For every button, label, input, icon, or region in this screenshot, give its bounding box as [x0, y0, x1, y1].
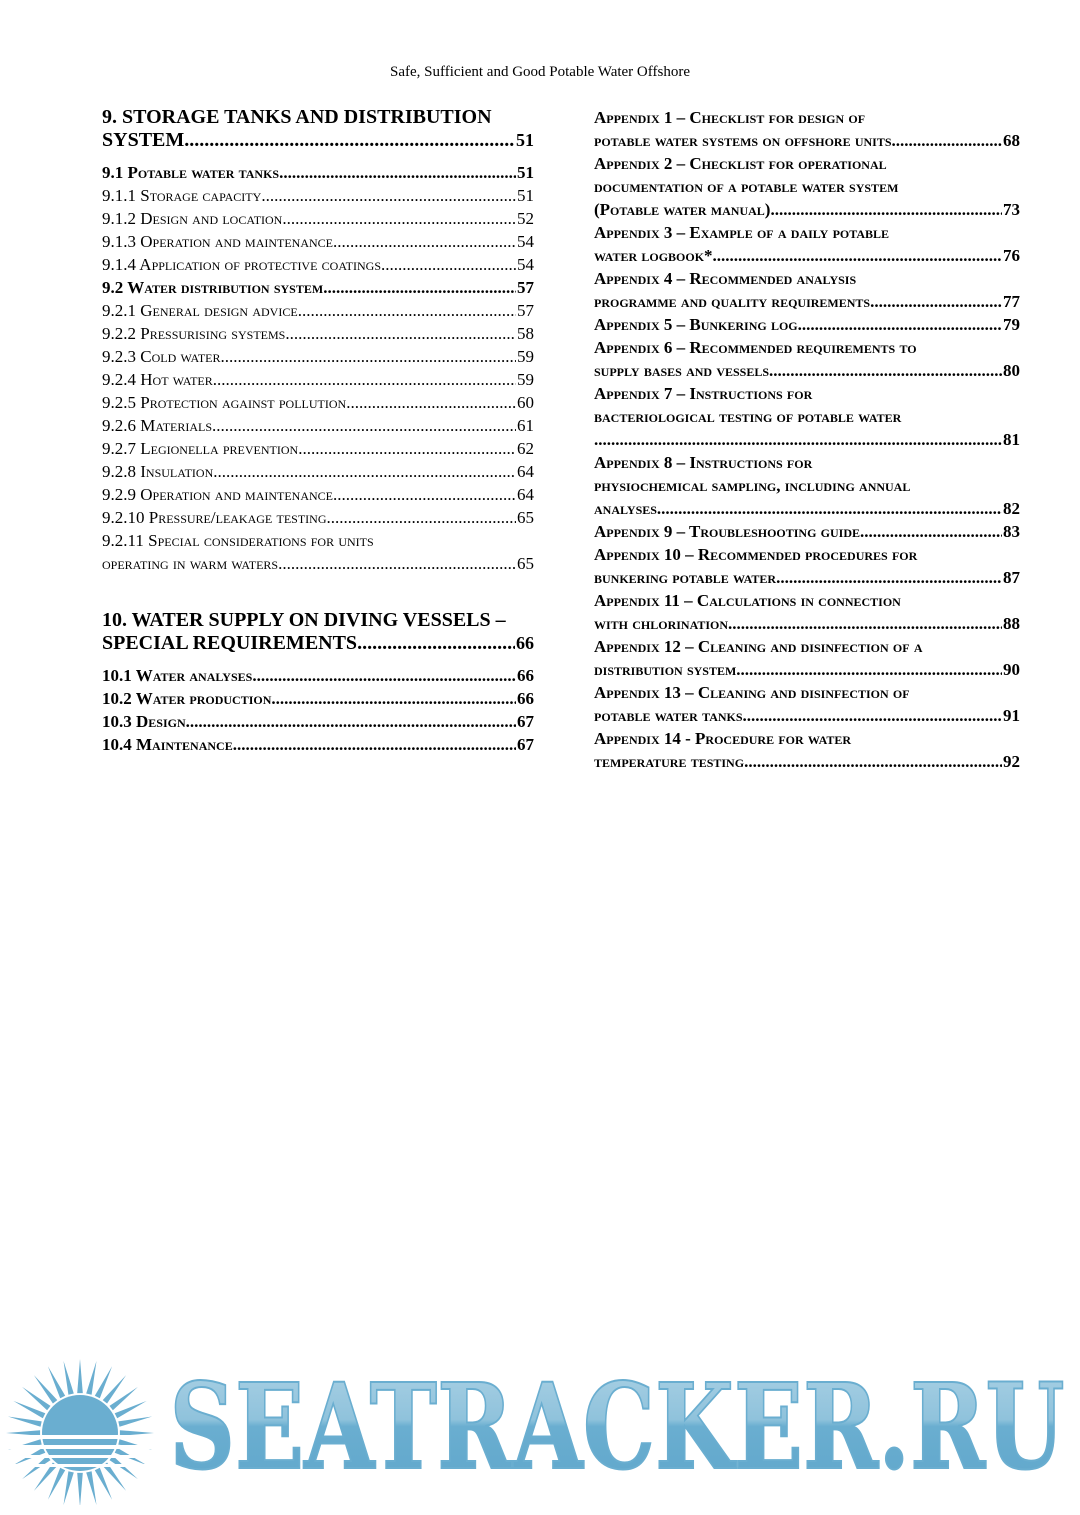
dot-leader [736, 658, 1002, 681]
running-header: Safe, Sufficient and Good Potable Water Offshore [390, 64, 690, 80]
page-ref: 59 [517, 370, 534, 389]
appendix-title-line: Appendix 11 – Calculations in connection [594, 591, 901, 610]
toc-item[interactable] [102, 391, 534, 414]
dot-leader [770, 198, 1002, 221]
appendix-title-last-line: with chlorination [594, 614, 729, 633]
appendix-title-line: Appendix 4 – Recommended analysis [594, 269, 857, 288]
toc-appendix-9[interactable] [594, 520, 1020, 543]
appendix-title-line: Appendix 2 – Checklist for operational [594, 154, 887, 173]
page-ref: 88 [1003, 614, 1020, 633]
item-title: 9.1.2 Design and location [102, 209, 283, 228]
sun-ray [86, 1361, 96, 1395]
page-ref: 51 [516, 130, 534, 150]
page-ref: 83 [1003, 522, 1020, 541]
chapter-title-line2: SYSTEM [102, 129, 185, 151]
dot-leader [870, 290, 1002, 313]
toc-section-9-2[interactable] [102, 276, 534, 299]
dot-leader [594, 428, 1002, 451]
dot-leader [769, 359, 1002, 382]
item-title: 9.1.4 Application of protective coatings [102, 255, 382, 274]
dot-leader [252, 664, 516, 687]
item-title: 9.2.8 Insulation [102, 462, 214, 481]
dot-leader [327, 506, 516, 529]
page-ref: 65 [517, 554, 534, 573]
appendix-title-line: physiochemical sampling, including annual [594, 476, 911, 495]
sun-ray [120, 1430, 154, 1436]
appendix-title-last-line: temperature testing [594, 752, 745, 771]
section-title: 9.2 Water distribution system [102, 278, 324, 297]
page-ref: 57 [517, 278, 534, 297]
sun-logo-icon [0, 1355, 160, 1505]
page-ref: 54 [517, 232, 534, 251]
dot-leader [333, 230, 516, 253]
appendix-title-last-line: Appendix 9 – Troubleshooting guide [594, 522, 861, 541]
section-title: 9.1 Potable water tanks [102, 163, 280, 182]
page-ref: 57 [517, 301, 534, 320]
dot-leader [323, 276, 516, 299]
item-title: 9.2.6 Materials [102, 416, 213, 435]
toc-appendix-8[interactable] [594, 451, 1020, 520]
page-ref: 64 [517, 485, 534, 504]
appendix-title-line: Appendix 6 – Recommended requirements to [594, 338, 917, 357]
appendix-title-last-line: Appendix 5 – Bunkering log [594, 315, 798, 334]
dot-leader [285, 322, 516, 345]
page-ref: 82 [1003, 499, 1020, 518]
item-title: 9.2.7 Legionella prevention [102, 439, 299, 458]
dot-leader [282, 207, 516, 230]
sun-ray [64, 1361, 74, 1395]
toc-appendix-6[interactable] [594, 336, 1020, 382]
page-ref: 81 [1003, 430, 1020, 449]
dot-leader [278, 552, 516, 575]
appendix-title-last-line: supply bases and vessels [594, 361, 770, 380]
dot-leader [744, 750, 1002, 773]
dot-leader [212, 414, 516, 437]
page-ref: 66 [517, 666, 534, 685]
page-ref: 68 [1003, 131, 1020, 150]
section-title: 10.2 Water production [102, 689, 272, 708]
dot-leader [860, 520, 1002, 543]
dot-leader [233, 733, 516, 756]
appendix-title-line: Appendix 14 - Procedure for water [594, 729, 852, 748]
appendix-title-last-line: analyses [594, 499, 657, 518]
toc-appendices-column [594, 106, 1020, 773]
toc-section[interactable] [102, 687, 534, 710]
appendix-title-line: Appendix 10 – Recommended procedures for [594, 545, 918, 564]
dot-leader [279, 161, 516, 184]
sun-ray [64, 1471, 74, 1505]
appendix-title-line: Appendix 3 – Example of a daily potable [594, 223, 890, 242]
dot-leader [213, 368, 516, 391]
toc-item[interactable] [102, 230, 534, 253]
toc-appendix-1[interactable] [594, 106, 1020, 152]
page-ref: 92 [1003, 752, 1020, 771]
page-ref: 58 [517, 324, 534, 343]
appendix-title-last-line: water logbook* [594, 246, 713, 265]
page-ref: 65 [517, 508, 534, 527]
section-title: 10.3 Design [102, 712, 186, 731]
page-ref: 79 [1003, 315, 1020, 334]
page-ref: 91 [1003, 706, 1020, 725]
dot-leader [776, 566, 1002, 589]
appendix-title-line: Appendix 1 – Checklist for design of [594, 108, 866, 127]
appendix-title-line: Appendix 7 – Instructions for [594, 384, 813, 403]
dot-leader [333, 483, 516, 506]
toc-chapter-10[interactable] [102, 609, 534, 655]
dot-leader [798, 313, 1002, 336]
toc-appendix-5[interactable] [594, 313, 1020, 336]
toc-item[interactable] [102, 322, 534, 345]
toc-left-column [102, 106, 534, 756]
toc-appendix-11[interactable] [594, 589, 1020, 635]
page-ref: 59 [517, 347, 534, 366]
page-ref: 90 [1003, 660, 1020, 679]
page-ref: 60 [517, 393, 534, 412]
toc-section-9-1[interactable] [102, 161, 534, 184]
dot-leader [271, 687, 516, 710]
page-ref: 73 [1003, 200, 1020, 219]
toc-item[interactable] [102, 506, 534, 529]
appendix-title-last-line: (Potable water manual) [594, 200, 771, 219]
page-ref: 67 [517, 712, 534, 731]
appendix-title-line: Appendix 13 – Cleaning and disinfection of [594, 683, 910, 702]
dot-leader [728, 612, 1002, 635]
appendix-title-last-line: potable water systems on offshore units [594, 131, 892, 150]
toc-item[interactable] [102, 483, 534, 506]
dot-leader [213, 460, 516, 483]
section-title: 10.4 Maintenance [102, 735, 233, 754]
toc-section[interactable] [102, 710, 534, 733]
appendix-title-line: bacteriological testing of potable water [594, 407, 902, 426]
toc-appendix-14[interactable] [594, 727, 1020, 773]
toc-appendix-2[interactable] [594, 152, 1020, 221]
item-title-line2: operating in warm waters [102, 554, 279, 573]
toc-appendix-13[interactable] [594, 681, 1020, 727]
item-title: 9.2.5 Protection against pollution [102, 393, 347, 412]
page-ref: 62 [517, 439, 534, 458]
watermark-text: SEATRACKER.RU [169, 1370, 1065, 1480]
toc-item[interactable] [102, 184, 534, 207]
toc-appendix-4[interactable] [594, 267, 1020, 313]
watermark-logo [165, 1370, 1070, 1480]
toc-item-9-2-11[interactable] [102, 529, 534, 575]
appendix-title-last-line: distribution system [594, 660, 737, 679]
item-title-line1: 9.2.11 Special considerations for units [102, 531, 374, 550]
dot-leader [713, 244, 1002, 267]
page-ref: 87 [1003, 568, 1020, 587]
sun-ray [86, 1471, 96, 1505]
item-title: 9.1.1 Storage capacity [102, 186, 262, 205]
dot-leader [186, 710, 516, 733]
item-title: 9.2.3 Cold water [102, 347, 221, 366]
page-ref: 80 [1003, 361, 1020, 380]
toc-item[interactable] [102, 368, 534, 391]
section-title: 10.1 Water analyses [102, 666, 253, 685]
dot-leader [892, 129, 1002, 152]
page-ref: 51 [517, 163, 534, 182]
page-ref: 54 [517, 255, 534, 274]
toc-appendix-10[interactable] [594, 543, 1020, 589]
chapter-title-line2: SPECIAL REQUIREMENTS [102, 632, 358, 654]
sun-ray [77, 1473, 83, 1505]
page-ref: 77 [1003, 292, 1020, 311]
toc-chapter-9[interactable] [102, 106, 534, 152]
dot-leader [184, 129, 515, 152]
item-title: 9.2.4 Hot water [102, 370, 213, 389]
appendix-title-line: Appendix 8 – Instructions for [594, 453, 813, 472]
appendix-title-last-line: programme and quality requirements [594, 292, 871, 311]
chapter-title-line1: 10. WATER SUPPLY ON DIVING VESSELS – [102, 609, 506, 631]
appendix-title-line: Appendix 12 – Cleaning and disinfection of a [594, 637, 923, 656]
dot-leader [743, 704, 1002, 727]
toc-item[interactable] [102, 253, 534, 276]
item-title: 9.2.10 Pressure/leakage testing [102, 508, 327, 527]
dot-leader [221, 345, 517, 368]
sun-ray [77, 1359, 83, 1393]
toc-appendix-12[interactable] [594, 635, 1020, 681]
page-ref: 67 [517, 735, 534, 754]
sun-ray [8, 1417, 42, 1427]
dot-leader [298, 437, 516, 460]
appendix-title-line: documentation of a potable water system [594, 177, 899, 196]
page-number: 6 [555, 1430, 564, 1449]
dot-leader [346, 391, 516, 414]
chapter-title-line1: 9. STORAGE TANKS AND DISTRIBUTION [102, 106, 492, 128]
toc-item[interactable] [102, 345, 534, 368]
sun-ray [118, 1417, 152, 1427]
item-title: 9.2.2 Pressurising systems [102, 324, 286, 343]
toc-item[interactable] [102, 437, 534, 460]
dot-leader [657, 497, 1002, 520]
item-title: 9.2.1 General design advice [102, 301, 298, 320]
toc-section[interactable] [102, 733, 534, 756]
page-ref: 61 [517, 416, 534, 435]
toc-item[interactable] [102, 460, 534, 483]
dot-leader [357, 632, 515, 655]
dot-leader [381, 253, 516, 276]
item-title: 9.1.3 Operation and maintenance [102, 232, 334, 251]
toc-section[interactable] [102, 664, 534, 687]
toc-appendix-3[interactable] [594, 221, 1020, 267]
page-ref: 52 [517, 209, 534, 228]
page-ref: 66 [516, 633, 534, 653]
toc-item[interactable] [102, 414, 534, 437]
page-ref: 51 [517, 186, 534, 205]
dot-leader [261, 184, 516, 207]
toc-item[interactable] [102, 299, 534, 322]
dot-leader [298, 299, 516, 322]
page-ref: 64 [517, 462, 534, 481]
item-title: 9.2.9 Operation and maintenance [102, 485, 334, 504]
sun-ray [6, 1430, 40, 1436]
toc-item[interactable] [102, 207, 534, 230]
appendix-title-last-line: bunkering potable water [594, 568, 777, 587]
appendix-title-last-line: potable water tanks [594, 706, 743, 725]
toc-appendix-7[interactable] [594, 382, 1020, 451]
page-ref: 76 [1003, 246, 1020, 265]
page-ref: 66 [517, 689, 534, 708]
